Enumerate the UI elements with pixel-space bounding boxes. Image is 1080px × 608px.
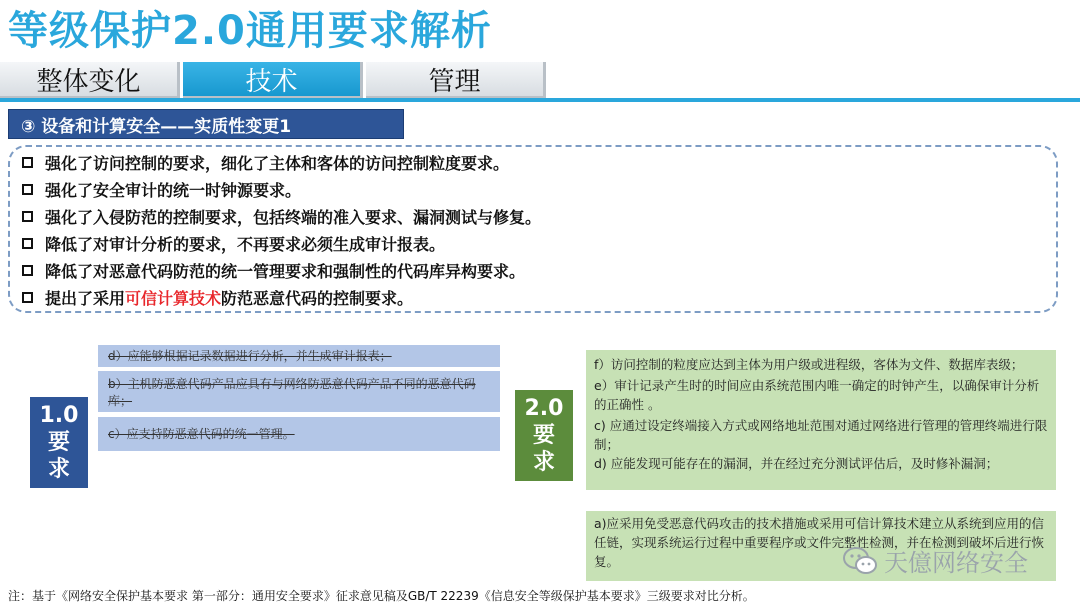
badge-2-0-requirements — [515, 390, 573, 481]
list-item — [22, 149, 509, 175]
badge-char: 要 — [47, 430, 70, 455]
requirement-text-prefix: 提出了采用 — [45, 288, 126, 308]
section-header: ③ 设备和计算安全——实质性变更1 — [8, 109, 404, 139]
watermark — [842, 543, 1028, 578]
list-item — [22, 203, 541, 229]
tab-bar — [0, 62, 1080, 100]
requirement-text: 强化了入侵防范的控制要求，包括终端的准入要求、漏洞测试与修复。 — [45, 207, 542, 227]
checkbox-icon — [22, 265, 33, 276]
tab-management[interactable]: 管理 — [366, 62, 546, 98]
badge-1-0-requirements — [30, 397, 88, 488]
old-requirement-c: c）应支持防恶意代码的统一管理。 — [98, 417, 500, 451]
requirement-highlight: 可信计算技术 — [125, 288, 222, 308]
requirement-text: 强化了安全审计的统一时钟源要求。 — [45, 180, 302, 200]
checkbox-icon — [22, 157, 33, 168]
page-title: 等级保护2.0通用要求解析 — [8, 8, 492, 54]
tab-overall-change[interactable]: 整体变化 — [0, 62, 180, 98]
new-requirement-d: d) 应能发现可能存在的漏洞，并在经过充分测试评估后，及时修补漏洞； — [594, 456, 999, 471]
checkbox-icon — [22, 238, 33, 249]
requirements-panel — [8, 145, 1058, 313]
checkbox-icon — [22, 184, 33, 195]
badge-char: 求 — [47, 457, 70, 482]
wechat-icon — [842, 546, 878, 576]
badge-char: 求 — [532, 450, 555, 475]
list-item — [22, 176, 301, 202]
old-requirement-b: b）主机防恶意代码产品应具有与网络防恶意代码产品不同的恶意代码库； — [98, 371, 500, 412]
watermark-text: 天億网络安全 — [884, 549, 1028, 577]
list-item — [22, 257, 525, 283]
checkbox-icon — [22, 292, 33, 303]
new-requirements-box-1 — [586, 350, 1056, 490]
badge-version: 1.0 — [39, 403, 79, 428]
requirement-text: 强化了访问控制的要求，细化了主体和客体的访问控制粒度要求。 — [45, 153, 510, 173]
list-item — [22, 284, 413, 310]
list-item — [22, 230, 445, 256]
tab-underline — [0, 98, 1080, 102]
badge-version: 2.0 — [524, 396, 564, 421]
old-requirement-d: d）应能够根据记录数据进行分析，并生成审计报表； — [98, 345, 500, 367]
requirement-text-suffix: 防范恶意代码的控制要求。 — [221, 288, 414, 308]
new-requirement-a: a)应采用免受恶意代码攻击的技术措施或采用可信计算技术建立从系统到应用的信任链，实现系统运行过程中重要程序或文件完整性检测，并在检测到破坏后进行恢复。 — [594, 516, 1045, 569]
new-requirement-c: c) 应通过设定终端接入方式或网络地址范围对通过网络进行管理的管理终端进行限制； — [594, 418, 1048, 452]
new-requirement-f: f）访问控制的粒度应达到主体为用户级或进程级，客体为文件、数据库表级； — [594, 357, 1024, 372]
badge-char: 要 — [532, 423, 555, 448]
requirement-text: 降低了对审计分析的要求，不再要求必须生成审计报表。 — [45, 234, 446, 254]
tab-technology[interactable]: 技术 — [183, 62, 363, 98]
footnote: 注：基于《网络安全保护基本要求 第一部分：通用安全要求》征求意见稿及GB/T 22239《信息安全等级保护基本要求》三级要求对比分析。 — [8, 589, 755, 603]
checkbox-icon — [22, 211, 33, 222]
requirement-text: 降低了对恶意代码防范的统一管理要求和强制性的代码库异构要求。 — [45, 261, 526, 281]
new-requirement-e: e）审计记录产生时的时间应由系统范围内唯一确定的时钟产生，以确保审计分析的正确性 。 — [594, 378, 1040, 412]
